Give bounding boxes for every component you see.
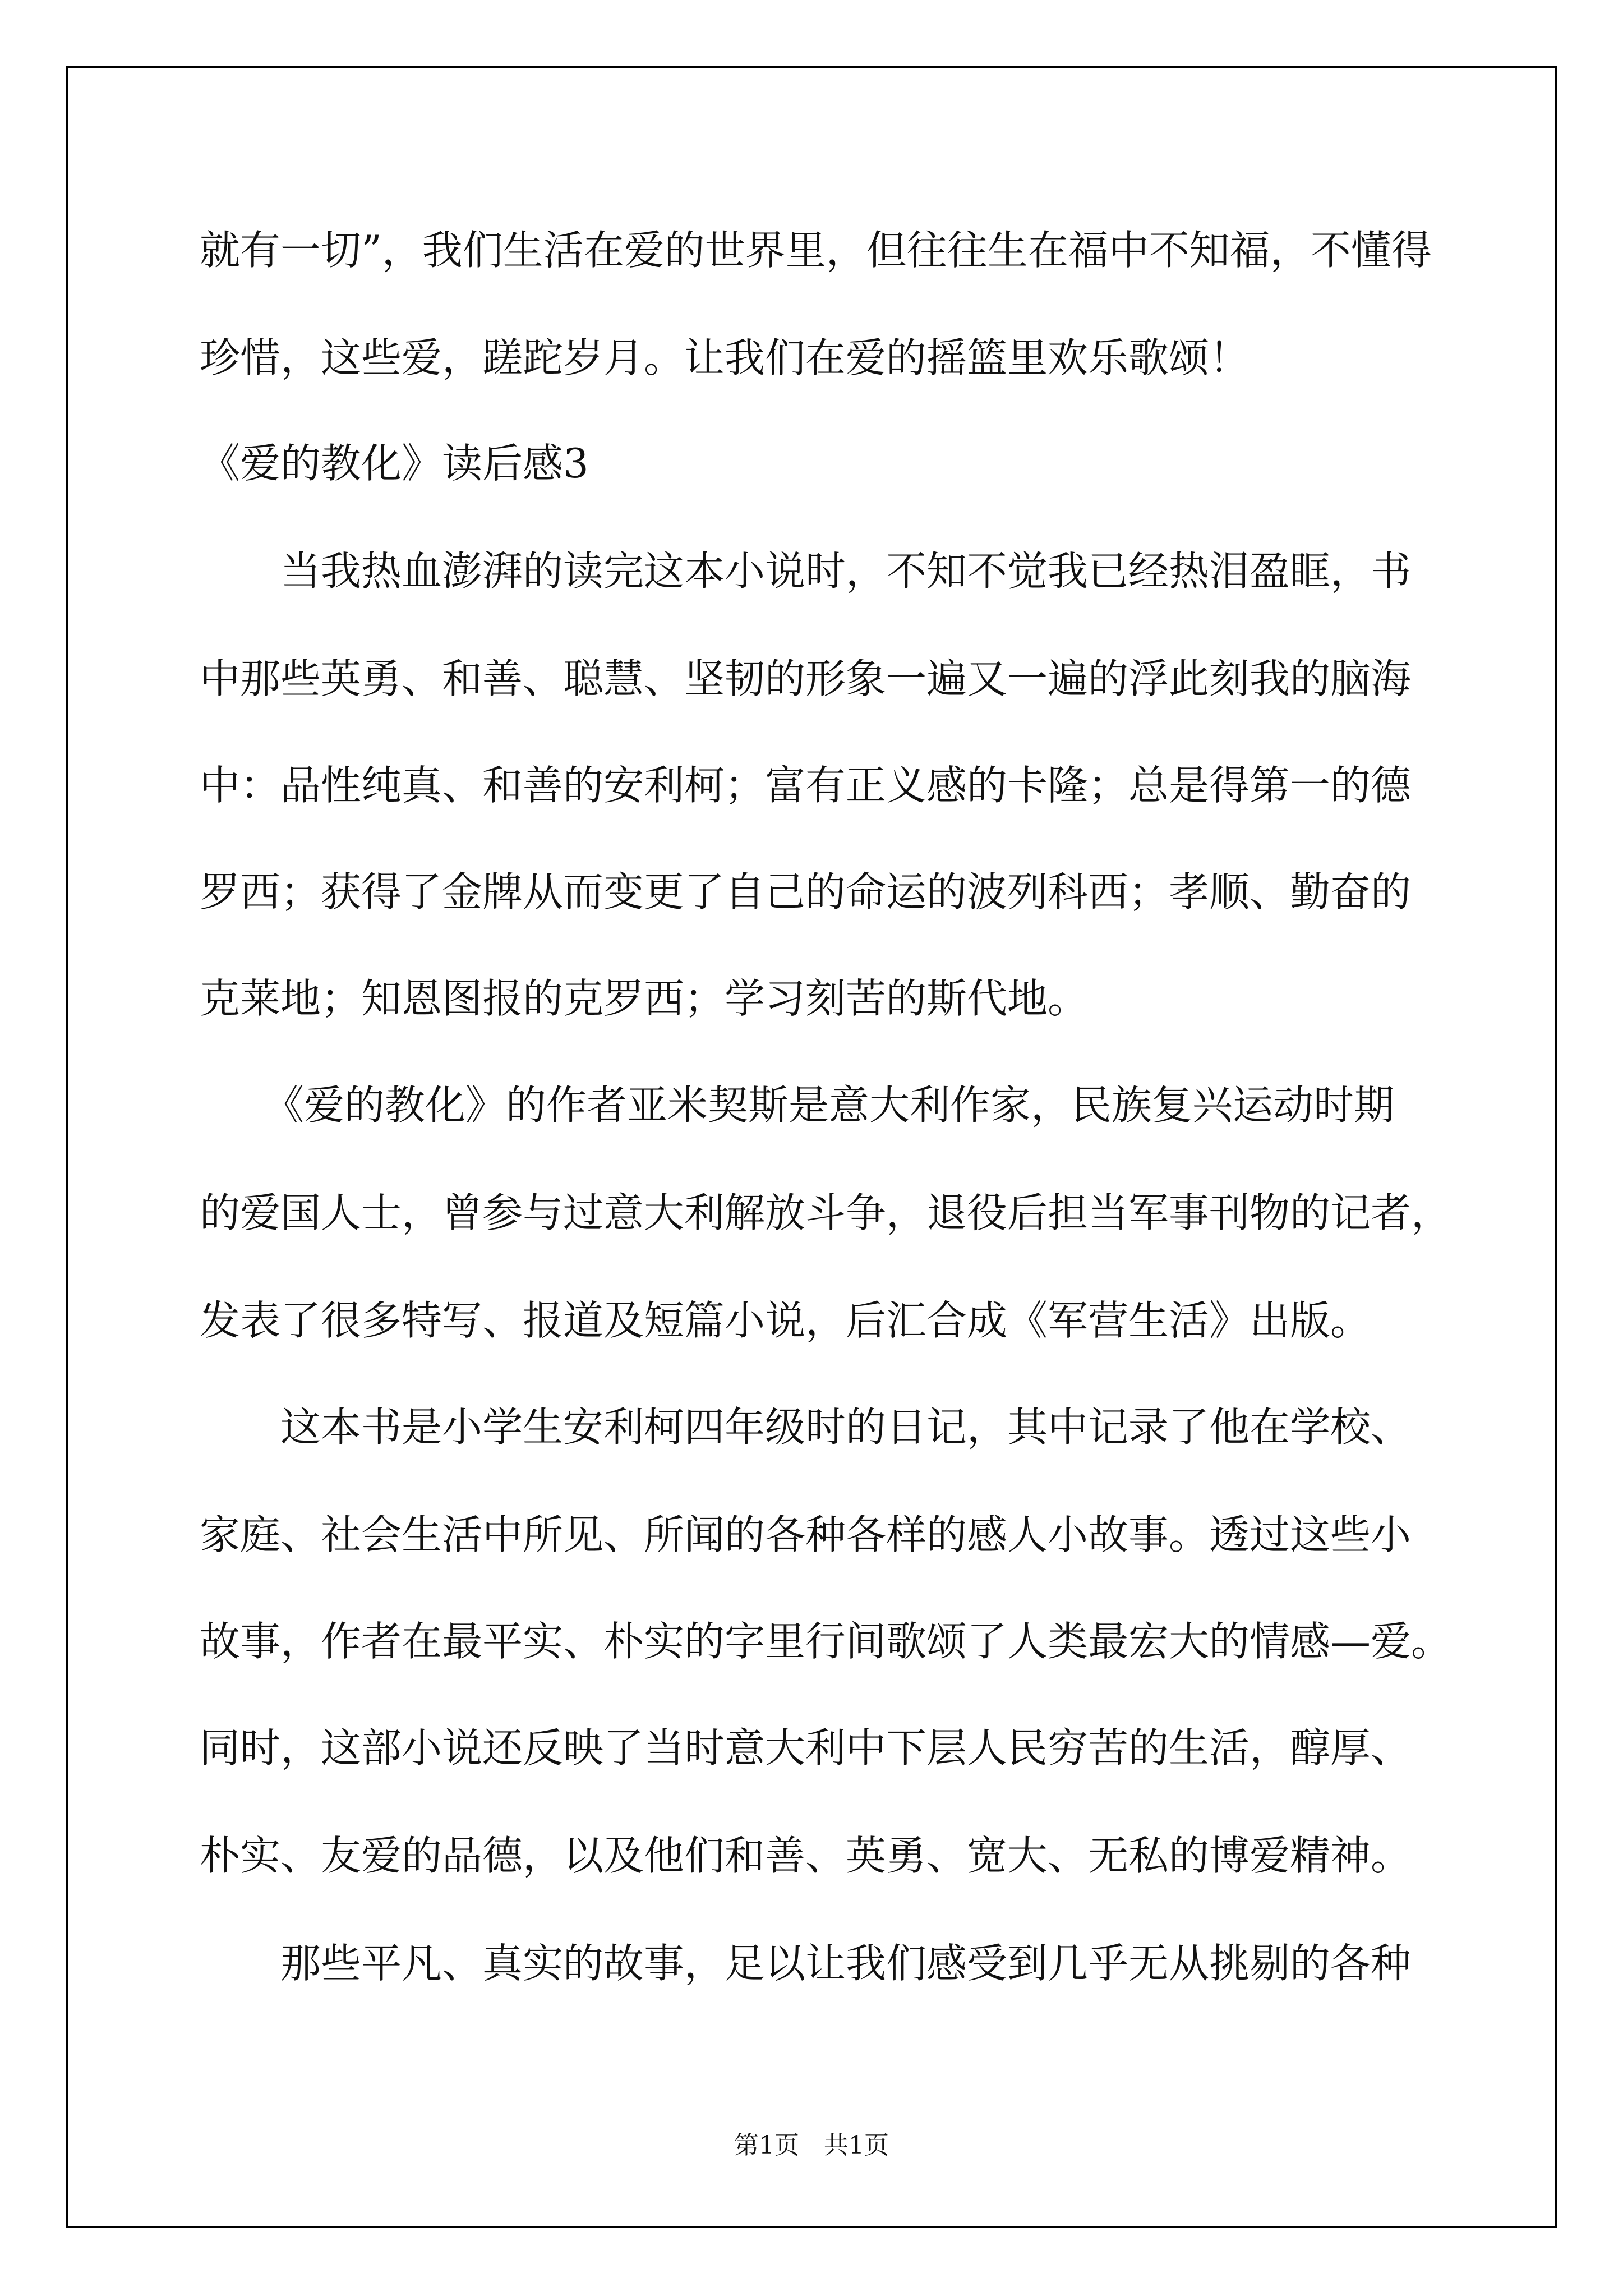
section-heading: 《爱的教化》读后感3 [200,440,589,487]
paragraph-3-line-1: 这本书是小学生安利柯四年级时的日记，其中记录了他在学校、 [280,1404,1412,1451]
page-border [66,66,1557,2228]
paragraph-4-line-1: 那些平凡、真实的故事，足以让我们感受到几乎无从挑剔的各种 [280,1940,1412,1987]
page-number-footer: 第1页 共1页 [734,2131,889,2160]
paragraph-1-line-2: 中那些英勇、和善、聪慧、坚韧的形象一遍又一遍的浮此刻我的脑海 [200,655,1412,702]
text-line-2: 珍惜，这些爱，蹉跎岁月。让我们在爱的摇篮里欢乐歌颂！ [200,334,1250,381]
paragraph-2-line-3: 发表了很多特写、报道及短篇小说，后汇合成《军营生活》出版。 [200,1297,1371,1344]
paragraph-1-line-5: 克莱地；知恩图报的克罗西；学习刻苦的斯代地。 [200,975,1089,1022]
text-line-1: 就有一切”，我们生活在爱的世界里，但往往生在福中不知福，不懂得 [200,227,1432,274]
paragraph-2-line-2: 的爱国人士，曾参与过意大利解放斗争，退役后担当军事刊物的记者， [200,1189,1452,1236]
paragraph-3-line-4: 同时，这部小说还反映了当时意大利中下层人民穷苦的生活，醇厚、 [200,1724,1412,1772]
paragraph-1-line-4: 罗西；获得了金牌从而变更了自己的命运的波列科西；孝顺、勤奋的 [200,868,1412,915]
paragraph-3-line-5: 朴实、友爱的品德，以及他们和善、英勇、宽大、无私的博爱精神。 [200,1832,1412,1879]
paragraph-3-line-2: 家庭、社会生活中所见、所闻的各种各样的感人小故事。透过这些小 [200,1511,1412,1558]
paragraph-1-line-3: 中：品性纯真、和善的安利柯；富有正义感的卡隆；总是得第一的德 [200,762,1412,809]
paragraph-2-line-1: 《爱的教化》的作者亚米契斯是意大利作家，民族复兴运动时期 [264,1082,1395,1129]
paragraph-1-line-1: 当我热血澎湃的读完这本小说时，不知不觉我已经热泪盈眶，书 [280,547,1412,595]
paragraph-3-line-3: 故事，作者在最平实、朴实的字里行间歌颂了人类最宏大的情感—爱。 [200,1618,1452,1665]
